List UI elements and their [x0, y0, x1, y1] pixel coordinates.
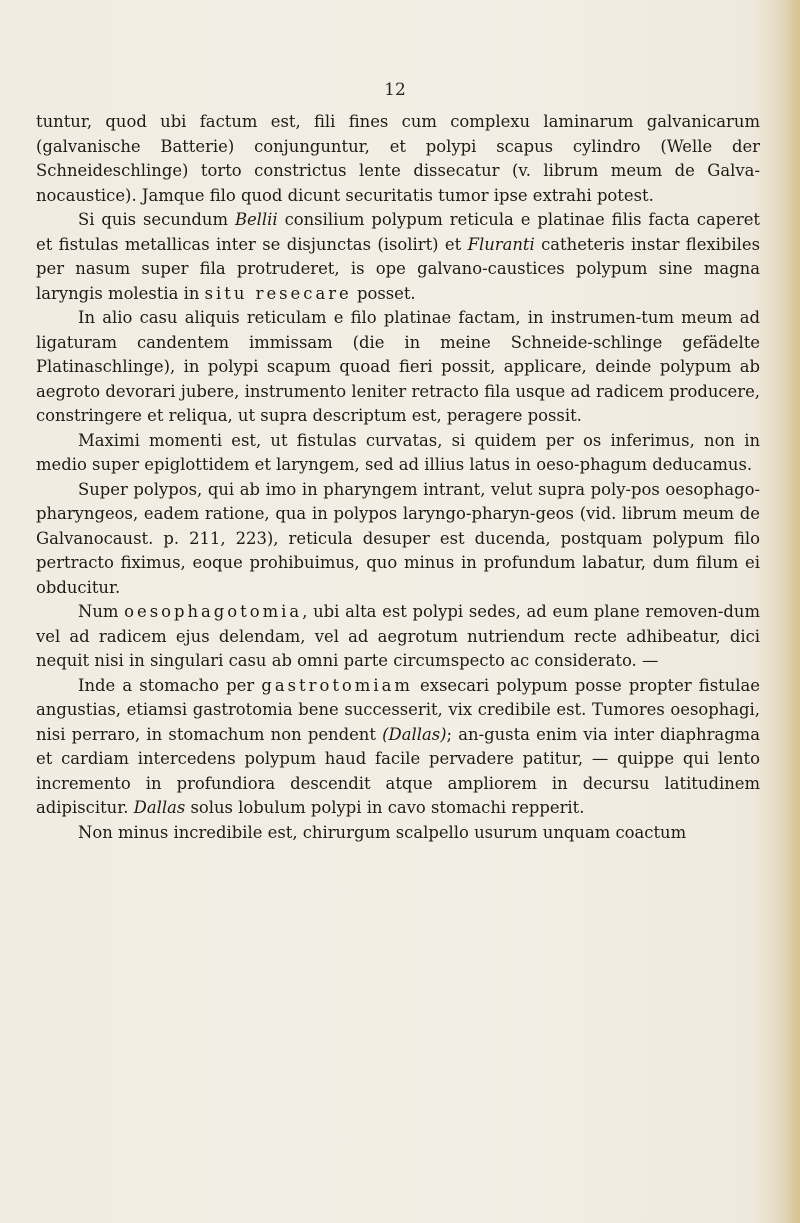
text-segment: Super polypos, qui ab imo in pharyngem intrant, velut supra poly-pos oesophago-pharyngeos, eadem ratione, qua in polypos laryngo-pharyn-geos (vid. librum meum de Galvanocaust. p. 211, 223), reticula desuper est ducenda, postquam polypum filo pertracto fiximus, eoque prohibuimus, quo minus in profundum labatur, dum filum ei obducitur.: [36, 479, 760, 597]
text-segment: exsecari polypum posse propter fistulae angustias, etiamsi gastrotomia bene successerit, vix credibile est. Tumores oesophagi, nisi perraro, in stomachum non pendent: [36, 675, 760, 744]
author-name-dallas: Dallas: [133, 798, 186, 817]
spaced-emphasis: gastrotomiam: [261, 675, 413, 695]
page-number: 12: [384, 80, 406, 100]
spaced-emphasis: oesophagotomia: [124, 602, 303, 621]
text-segment: ; an-gusta enim via inter diaphragma et cardiam intercedens polypum haud facile pervadere patitur, — quippe qui lento incremento in profundiora descendit atque ampliorem in decursu latitudinem adipiscitur.: [36, 724, 760, 817]
text-segment: , ubi alta est polypi sedes, ad eum plane removen-dum vel ad radicem ejus delendam, vel ad aegrotum nutriendum recte adhibeatur, dici nequit nisi in singulari casu ab omni parte circumspecto ac considerato. —: [36, 602, 760, 670]
text-segment: consilium polypum reticula e platinae filis facta caperet et fistulas metallicas inter se disjunctas (isolirt) et: [36, 210, 760, 254]
paragraph: [36, 821, 760, 846]
spaced-emphasis: situ resecare: [204, 283, 352, 303]
paragraph: [36, 110, 760, 208]
text-segment: Non minus incredibile est, chirurgum scalpello usurum unquam coactum: [78, 822, 687, 842]
text-segment: solus lobulum polypi in cavo stomachi repperit.: [185, 798, 585, 817]
text-segment: In alio casu aliquis reticulam e filo platinae factam, in instrumen-tum meum ad ligaturam candentem immissam (die in meine Schneide-schlinge gefädelte Platinaschlinge), in polypi scapum quoad fieri possit, applicare, deinde polypum ab aegroto devorari jubere, instrumento leniter retracto fila usque ad radicem producere, constringere et reliqua, ut supra descriptum est, peragere possit.: [36, 308, 760, 425]
text-segment: tuntur, quod ubi factum est, fili fines cum complexu laminarum galvanicarum (galvanische Batterie) conjunguntur, et polypi scapus cylindro (Welle der Schneideschlinge) torto constrictus lente dissecatur (v. librum meum de Galva-nocaustice). Jamque filo quod dicunt securitatis tumor ipse extrahi potest.: [36, 112, 760, 205]
text-segment: Num: [78, 602, 125, 621]
text-segment: catheteris instar flexibiles per nasum super fila protruderet, is ope galvano-caustices polypum sine magna laryngis molestia in: [36, 234, 760, 303]
text-segment: Inde a stomacho per: [78, 675, 262, 695]
text-segment: posset.: [351, 283, 416, 303]
author-name-dallas: (Dallas): [382, 724, 447, 744]
author-name-flurant: Fluranti: [467, 234, 535, 254]
paragraph: [36, 674, 760, 821]
author-name-bellius: Bellii: [234, 210, 278, 229]
paragraph: [36, 208, 760, 306]
page-edge-shadow: [786, 0, 800, 1223]
body-text: [36, 110, 760, 845]
paragraph: [36, 478, 760, 601]
paragraph: [36, 600, 760, 674]
text-segment: Maximi momenti est, ut fistulas curvatas, si quidem per os inferimus, non in medio super epiglottidem et laryngem, sed ad illius latus in oeso-phagum deducamus.: [36, 430, 760, 474]
text-segment: Si quis secundum: [78, 210, 235, 229]
paragraph: [36, 306, 760, 429]
paragraph: [36, 429, 760, 478]
